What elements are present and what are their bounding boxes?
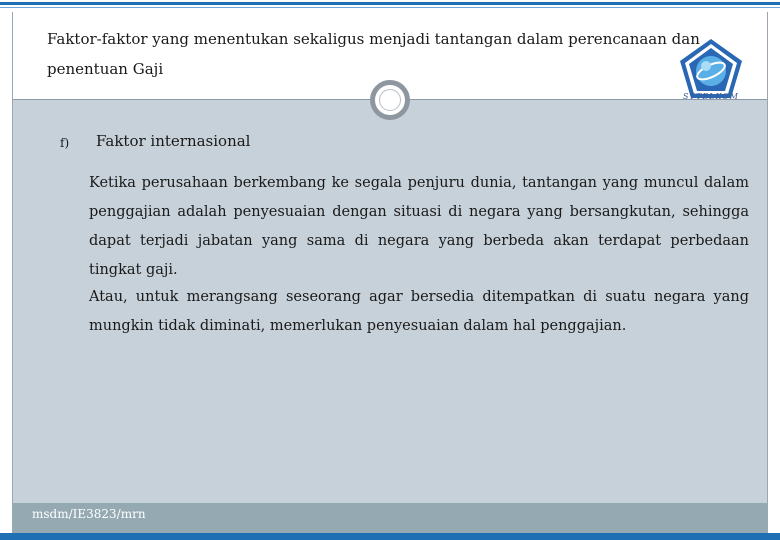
slide-title: Faktor-faktor yang menentukan sekaligus menjadi tantangan dalam perencanaan dan penentuan Gaji bbox=[47, 30, 700, 78]
top-stripe-thin-line bbox=[0, 7, 780, 8]
item-heading: Faktor internasional bbox=[96, 132, 251, 150]
footer-edge bbox=[0, 533, 780, 540]
ring-ornament-inner bbox=[379, 89, 401, 111]
footer-course-code: msdm/IE3823/mrn bbox=[32, 507, 146, 521]
item-marker: f) bbox=[60, 136, 70, 150]
logo-caption: STTELKOM bbox=[683, 92, 739, 101]
top-stripe bbox=[0, 0, 780, 12]
paragraph-1: Ketika perusahaan berkembang ke segala penjuru dunia, tantangan yang muncul dalam penggajian adalah penyesuaian dengan situasi di negara yang bersangkutan, sehingga dapat terjadi jabatan yang sama di negara yang berbeda akan terdapat perbedaan tingkat gaji. bbox=[89, 175, 749, 278]
paragraph-2: Atau, untuk merangsang seseorang agar bersedia ditempatkan di suatu negara yang mungkin tidak diminati, memerlukan penyesuaian dalam hal penggajian. bbox=[89, 289, 749, 334]
top-stripe-line bbox=[0, 2, 780, 5]
